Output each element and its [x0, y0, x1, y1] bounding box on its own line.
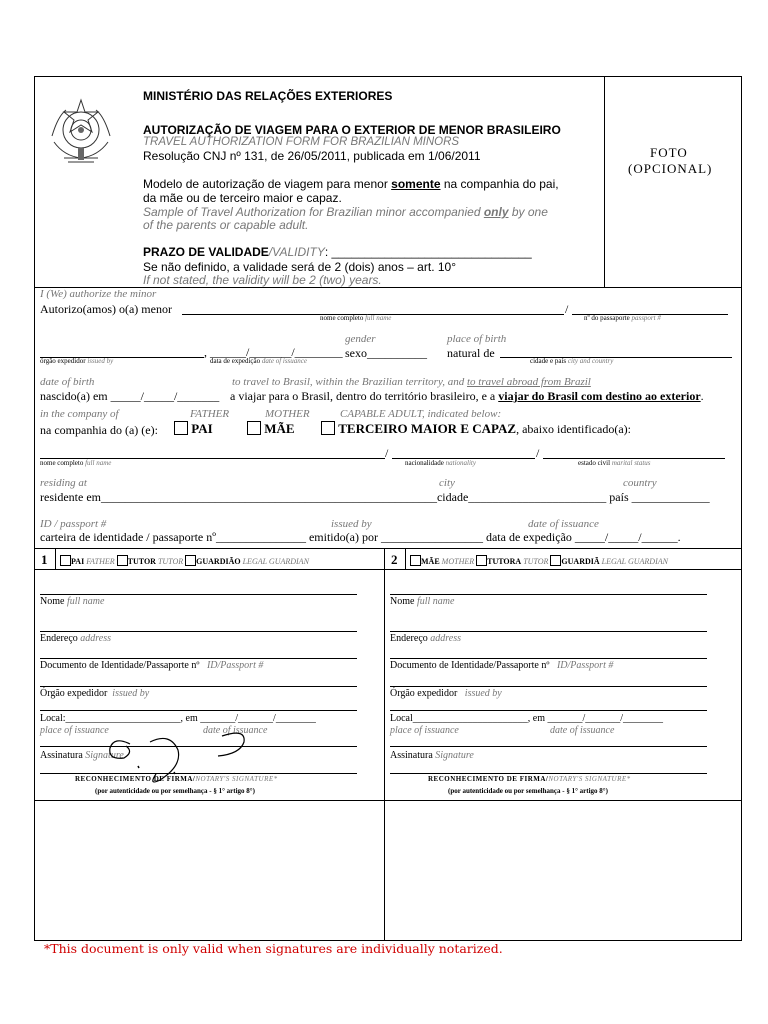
parent2-issuer-field[interactable]	[390, 710, 707, 711]
adult-name-caption	[40, 459, 111, 467]
travel-en-part: to travel to Brasil, within the Brazilian territory, and	[232, 376, 467, 388]
photo-optional-label: (OPCIONAL)	[628, 161, 713, 176]
label-en: address	[430, 633, 462, 644]
caption-en: full name	[85, 459, 112, 467]
notary-sub-2: (por autenticidade ou por semelhança - § 1° artigo 8°)	[448, 787, 608, 795]
passport-caption	[584, 314, 661, 322]
dob-en: date of birth	[40, 376, 95, 388]
travel-en-underlined: to travel abroad from Brazil	[466, 376, 591, 388]
parent2-local-divider	[390, 746, 707, 747]
notary-title-pt: RECONHECIMENTO DE FIRMA/	[428, 775, 549, 783]
label-en: issued by	[464, 688, 502, 699]
travel-pt-bold: viajar do Brasil com destino ao exterior	[498, 389, 701, 403]
residing-en: residing at	[40, 477, 87, 489]
parent1-guardiao-checkbox[interactable]	[185, 555, 196, 566]
validity-note-en: If not stated, the validity will be 2 (two) years.	[143, 273, 382, 287]
caption-pt: nº do passaporte	[584, 314, 630, 322]
parent1-doc-label	[40, 660, 263, 671]
terceiro-checkbox[interactable]	[321, 421, 335, 435]
parent2-issuer-label	[390, 688, 502, 699]
sex-pt: sexo	[345, 346, 367, 360]
parent1-pai-checkbox[interactable]	[60, 555, 71, 566]
parent2-doc-label	[390, 660, 613, 671]
comma: , ______/_______/________	[204, 345, 343, 359]
authorize-pt: Autorizo(amos) o(a) menor	[40, 302, 172, 316]
caption-en: passport #	[631, 314, 661, 322]
model-text-part: Modelo de autorização de viagem para menor	[143, 177, 392, 191]
mae-label: MÃE	[264, 421, 295, 436]
terceiro-option[interactable]	[321, 421, 631, 437]
parent1-local-line[interactable]: Local:_______________________, em _______/_______/________	[40, 713, 316, 724]
notary-title-en: NOTARY'S SIGNATURE*	[548, 775, 631, 783]
mae-checkbox[interactable]	[247, 421, 261, 435]
resident-line: residente em________________________________________________________cidade_______________________ país _____________	[40, 490, 710, 504]
model-text-pt-2: da mãe ou de terceiro maior e capaz.	[143, 191, 342, 205]
travel-en	[232, 376, 591, 388]
brazil-coat-of-arms-icon	[44, 96, 118, 168]
model-text-part: na companhia do pai,	[440, 177, 559, 191]
parents-header-divider	[34, 569, 742, 570]
label-pt: Assinatura	[390, 750, 433, 761]
city-en: city	[439, 477, 455, 489]
photo-label: FOTO	[650, 145, 688, 160]
caption-pt: órgão expedidor	[40, 357, 86, 365]
mother-en: MOTHER	[265, 408, 310, 420]
caption-en: full name	[365, 314, 392, 322]
validity-field[interactable]: : ______________________________	[324, 245, 532, 259]
label-en: Signature	[85, 750, 124, 761]
validity-note-pt: Se não definido, a validade será de 2 (dois) anos – art. 10°	[143, 260, 457, 274]
caption-en: marital status	[611, 459, 651, 467]
ministry-title: MINISTÉRIO DAS RELAÇÕES EXTERIORES	[143, 89, 393, 103]
company-en: in the company of	[40, 408, 119, 420]
civil-caption	[578, 459, 651, 467]
label-en: full name	[416, 596, 455, 607]
caption-pt: cidade e país	[530, 357, 567, 365]
parent2-number: 2	[391, 552, 398, 567]
label-en: Signature	[435, 750, 474, 761]
father-en: FATHER	[190, 408, 230, 420]
parent2-guardia-label: GUARDIÃ	[561, 557, 600, 566]
caption-en: city and country	[567, 357, 614, 365]
parent1-place-caption: place of issuance	[40, 725, 109, 736]
authorize-en: I (We) authorize the minor	[40, 288, 157, 300]
sample-text-en-2: of the parents or capable adult.	[143, 218, 309, 232]
parent1-doc-field[interactable]	[40, 686, 357, 687]
terceiro-rest: , abaixo identificado(a):	[516, 422, 632, 436]
issue-date-caption	[210, 357, 307, 365]
parent2-address-label	[390, 633, 461, 644]
parent2-date-caption: date of issuance	[550, 725, 615, 736]
caption-en: nationality	[445, 459, 476, 467]
label-en: full name	[66, 596, 105, 607]
caption-pt: nome completo	[40, 459, 84, 467]
caption-pt: nacionalidade	[405, 459, 444, 467]
parent2-guardia-checkbox[interactable]	[550, 555, 561, 566]
label-pt: Documento de Identidade/Passaporte nº	[390, 660, 550, 671]
label-pt: Órgão expedidor	[40, 688, 108, 699]
parent2-tutora-label: TUTORA	[487, 557, 522, 566]
parent2-signature-field[interactable]	[390, 773, 707, 774]
caption-pt: nome completo	[320, 314, 364, 322]
model-text-pt	[143, 177, 559, 191]
pai-option[interactable]	[174, 421, 213, 437]
birthplace-en: place of birth	[447, 333, 507, 345]
validity-line	[143, 245, 532, 259]
parent1-issuer-label	[40, 688, 149, 699]
label-pt: Documento de Identidade/Passaporte nº	[40, 660, 200, 671]
country-en: country	[623, 477, 657, 489]
label-pt: Órgão expedidor	[390, 688, 458, 699]
born-line: nascido(a) em _____/_____/_______	[40, 389, 220, 403]
footer-note: *This document is only valid when signatures are individually notarized.	[44, 941, 503, 956]
parent2-mae-checkbox[interactable]	[410, 555, 421, 566]
sample-text-bold: only	[483, 205, 509, 219]
parent1-date-caption: date of issuance	[203, 725, 268, 736]
full-name-caption	[320, 314, 391, 322]
slash: /	[385, 446, 389, 460]
parent2-tutora-checkbox[interactable]	[476, 555, 487, 566]
model-text-bold: somente	[391, 177, 441, 191]
parent2-options	[410, 555, 668, 566]
validity-label-en: /VALIDITY	[268, 245, 325, 259]
terceiro-label: TERCEIRO MAIOR E CAPAZ	[338, 421, 517, 436]
label-en: ID/Passport #	[206, 660, 264, 671]
parent1-name-field[interactable]	[40, 631, 357, 632]
notary-title-pt: RECONHECIMENTO DE FIRMA/	[75, 775, 196, 783]
parent2-signature-label	[390, 750, 474, 761]
pai-label: PAI	[191, 421, 213, 436]
parent2-guardia-en: LEGAL GUARDIAN	[601, 557, 668, 566]
nationality-caption	[405, 459, 476, 467]
parent1-top-field[interactable]	[40, 594, 357, 595]
company-pt: na companhia do (a) (e):	[40, 423, 158, 437]
notary-title-en: NOTARY'S SIGNATURE*	[195, 775, 278, 783]
resolution-text: Resolução CNJ nº 131, de 26/05/2011, publicada em 1/06/2011	[143, 149, 481, 163]
sample-text-en	[143, 205, 548, 219]
sample-text-part: by one	[508, 205, 548, 219]
parent2-local-line[interactable]: Local_______________________, em _______/_______/________	[390, 713, 664, 724]
photo-box-divider	[604, 76, 605, 288]
parent2-number-divider	[405, 548, 406, 570]
parent1-issuer-field[interactable]	[40, 710, 357, 711]
label-en: issued by	[112, 688, 150, 699]
caption-pt: estado civil	[578, 459, 611, 467]
travel-pt: a viajar para o Brasil, dentro do território brasileiro, e a viajar do Brasil com destino ao exterior.	[230, 389, 704, 403]
parent2-name-label	[390, 596, 454, 607]
parent2-tutora-en: TUTOR	[523, 557, 549, 566]
issued-by-en: issued by	[331, 518, 372, 530]
issuer-caption	[40, 357, 113, 365]
parent2-mae-en: MOTHER	[441, 557, 475, 566]
parent1-guardiao-label: GUARDIÃO	[196, 557, 241, 566]
date-issuance-en: date of issuance	[528, 518, 599, 530]
parent1-tutor-checkbox[interactable]	[117, 555, 128, 566]
slash: /	[536, 446, 540, 460]
born-in-label: natural de	[447, 346, 495, 360]
label-en: ID/Passport #	[556, 660, 614, 671]
parent2-mae-label: MÃE	[421, 557, 440, 566]
parent2-address-field[interactable]	[390, 658, 707, 659]
validity-label: PRAZO DE VALIDADE	[143, 245, 269, 259]
parent2-doc-field[interactable]	[390, 686, 707, 687]
label-en: address	[80, 633, 112, 644]
notary-sub-1: (por autenticidade ou por semelhança - § 1° artigo 8°)	[95, 787, 255, 795]
notary-title-2	[428, 775, 631, 783]
parent1-pai-label: PAI	[71, 557, 85, 566]
notary-title-1	[75, 775, 278, 783]
mae-option[interactable]	[247, 421, 295, 437]
sample-text-part: Sample of Travel Authorization for Brazilian minor accompanied	[143, 205, 484, 219]
city-country-caption	[530, 357, 613, 365]
caption-en: issued by	[87, 357, 114, 365]
parent1-pai-en: FATHER	[86, 557, 115, 566]
parent1-guardiao-en: LEGAL GUARDIAN	[242, 557, 309, 566]
gender-en: gender	[345, 333, 376, 345]
form-title-en: TRAVEL AUTHORIZATION FORM FOR BRAZILIAN MINORS	[143, 136, 460, 148]
label-pt: Assinatura	[40, 750, 83, 761]
parent1-address-label	[40, 633, 111, 644]
parents-column-divider	[384, 548, 385, 941]
parent2-top-field[interactable]	[390, 594, 707, 595]
travel-pt-part: a viajar para o Brasil, dentro do território brasileiro, e a	[230, 389, 499, 403]
label-pt: Nome	[40, 596, 65, 607]
id-en: ID / passport #	[40, 518, 107, 530]
parent2-name-field[interactable]	[390, 631, 707, 632]
parent1-address-field[interactable]	[40, 658, 357, 659]
id-line: carteira de identidade / passaporte nº_______________ emitido(a) por _________________ data de expedição _____/_____/______.	[40, 530, 681, 544]
parent1-tutor-en: TUTOR	[157, 557, 184, 566]
parent1-name-label	[40, 596, 104, 607]
sex-label: sexo__________	[345, 346, 427, 360]
label-pt: Endereço	[390, 633, 428, 644]
form-title-pt: AUTORIZAÇÃO DE VIAGEM PARA O EXTERIOR DE MENOR BRASILEIRO	[143, 123, 561, 137]
capable-en: CAPABLE ADULT, indicated below:	[340, 408, 502, 420]
parent1-options	[60, 555, 309, 566]
parent1-number: 1	[41, 552, 48, 567]
caption-en: date of issuance	[261, 357, 307, 365]
label-pt: Nome	[390, 596, 415, 607]
parents-top-divider	[34, 548, 742, 549]
caption-pt: data de expedição	[210, 357, 261, 365]
parent1-tutor-label: TUTOR	[127, 557, 156, 566]
pai-checkbox[interactable]	[174, 421, 188, 435]
slash: /	[565, 302, 569, 316]
parent1-number-divider	[55, 548, 56, 570]
parent2-place-caption: place of issuance	[390, 725, 459, 736]
label-pt: Endereço	[40, 633, 78, 644]
notary-bottom-divider	[34, 800, 742, 801]
